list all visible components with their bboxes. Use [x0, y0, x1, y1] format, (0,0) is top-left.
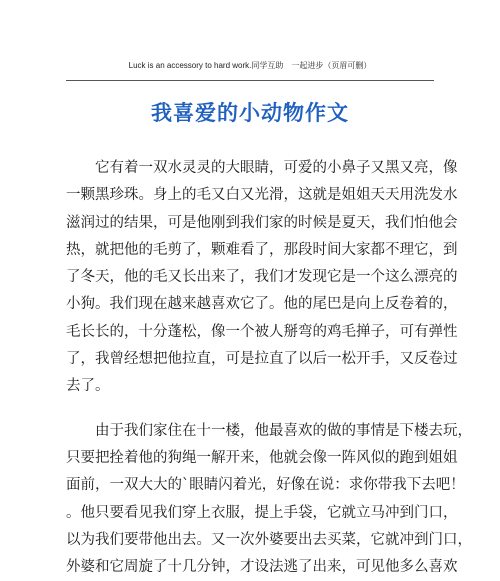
text-line: 面前，一双大大的`眼睛闪着光，好像在说：求你带我下去吧！	[66, 477, 465, 494]
text-line: 热，就把他的毛剪了，颗难看了，那段时间大家都不理它，到	[66, 241, 458, 258]
document-body	[66, 155, 472, 581]
text-line: 滋润过的结果，可是他刚到我们家的时候是夏天，我们怕他会	[66, 214, 458, 231]
text-line: 去了。	[66, 378, 110, 395]
text-line: 以为我们要带他出去。又一次外婆要出去买菜，它就冲到门口，	[66, 531, 472, 548]
text-line: 毛长长的，十分蓬松，像一个被人掰弯的鸡毛掸子，可有弹性	[66, 323, 458, 340]
text-line: 只要把拴着他的狗绳一解开来，他就会像一阵风似的跑到姐姐	[66, 449, 458, 466]
text-line: 由于我们家住在十一楼，他最喜欢的做的事情是下楼去玩，	[66, 422, 472, 439]
document-title: 我喜爱的小动物作文	[151, 101, 349, 125]
header-divider	[66, 80, 434, 81]
page-header: Luck is an accessory to hard work.同学互助 一起进步（页眉可删）	[128, 61, 372, 70]
text-line: 小狗。我们现在越来越喜欢它了。他的尾巴是向上反卷着的，	[66, 296, 458, 313]
paragraph-spacer	[66, 401, 436, 418]
text-line: 了冬天，他的毛又长出来了，我们才发现它是一个这么漂亮的	[66, 269, 458, 286]
text-line: 了，我曾经想把他拉直，可是拉直了以后一松开手，又反卷过	[66, 351, 458, 368]
text-line: 外婆和它周旋了十几分钟，才设法逃了出来，可见他多么喜欢	[66, 559, 458, 576]
paragraph	[66, 418, 472, 581]
text-line: 一颗黑珍珠。身上的毛又白又光滑，这就是姐姐天天用洗发水	[66, 187, 458, 204]
text-line: 。他只要看见我们穿上衣服，提上手袋，它就立马冲到门口，	[66, 504, 458, 521]
text-line: 它有着一双水灵灵的大眼睛，可爱的小鼻子又黑又亮，像	[66, 160, 458, 176]
paragraph	[66, 155, 458, 401]
